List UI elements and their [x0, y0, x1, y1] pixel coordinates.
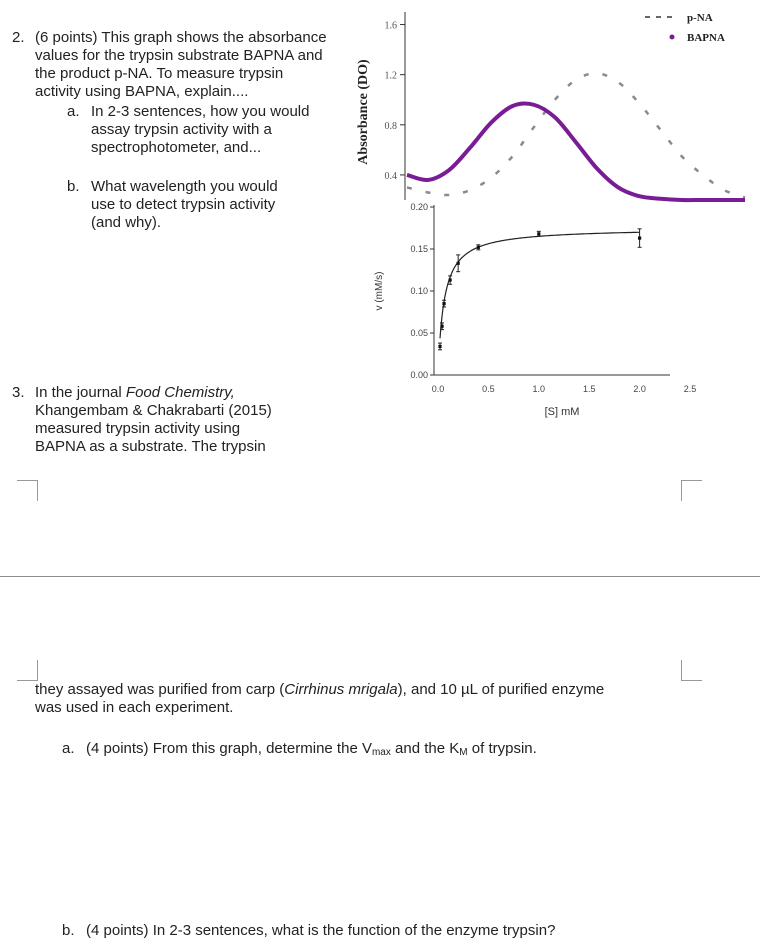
q3-number: 3.	[12, 384, 25, 401]
q3-intro-line-2: measured trypsin activity using	[35, 420, 241, 437]
mm-point-marker	[477, 246, 480, 249]
q2a-marker: a.	[67, 103, 80, 120]
mm-fit-curve	[440, 232, 640, 338]
q2-prompt-line-1: (6 points) This graph shows the absorbance	[35, 29, 327, 46]
mm-point-marker	[537, 232, 540, 235]
mm-x-tick-label: 1.5	[582, 384, 596, 394]
page-separator	[0, 576, 760, 577]
species-name: Cirrhinus mrigala	[284, 681, 398, 698]
mm-point-marker	[448, 278, 451, 281]
q2b-line-3: (and why).	[91, 214, 162, 231]
absorbance-y-tick-label: 1.6	[384, 20, 397, 32]
legend-bapna-swatch	[670, 35, 675, 40]
mm-point-marker	[442, 302, 445, 305]
q3-continued-text-2: ), and 10 µL of purified enzyme	[397, 681, 605, 698]
q2a-text	[91, 103, 331, 157]
mm-y-tick-label: 0.20	[410, 202, 428, 212]
q2-prompt-line-4: activity using BAPNA, explain....	[35, 83, 249, 100]
q2b-line-1: What wavelength you would	[91, 178, 278, 195]
absorbance-y-tick-label: 1.2	[384, 70, 397, 82]
q3b-text: (4 points) In 2-3 sentences, what is the function of the enzyme trypsin?	[86, 922, 556, 939]
mm-point-marker	[457, 262, 460, 265]
q3a-text: (4 points) From this graph, determine the $V_{max}$ and the $K_M$ of trypsin.	[86, 740, 537, 758]
absorbance-chart	[345, 0, 760, 210]
mm-data-point	[638, 229, 642, 247]
mm-data-point	[438, 343, 442, 350]
mm-y-tick-label: 0.00	[410, 370, 428, 380]
q3-intro-line-3: BAPNA as a substrate. The trypsin	[35, 438, 266, 455]
q3-intro-text: In the journal	[35, 384, 126, 401]
q3a-marker: a.	[62, 740, 75, 757]
mm-point-marker	[638, 236, 641, 239]
series-p-na-line	[407, 73, 745, 197]
q2-prompt-line-3: the product p-NA. To measure trypsin	[35, 65, 284, 82]
mm-data-point	[442, 300, 446, 307]
journal-name: Food Chemistry,	[125, 384, 235, 401]
q2-prompt-line-2: values for the trypsin substrate BAPNA and	[35, 47, 323, 64]
mm-data-point	[476, 245, 480, 250]
q2a-line-3: spectrophotometer, and...	[91, 139, 262, 156]
q3b-marker: b.	[62, 922, 75, 939]
legend-bapna-label: BAPNA	[687, 32, 725, 44]
crop-mark-bottom-right	[681, 660, 702, 681]
legend-pna-label: p-NA	[687, 12, 713, 24]
mm-point-marker	[438, 345, 441, 348]
crop-mark-bottom-left	[17, 660, 38, 681]
q2b-marker: b.	[67, 178, 80, 195]
mm-point-marker	[440, 325, 443, 328]
q3-continued-text: they assayed was purified from carp (	[35, 681, 285, 698]
mm-y-tick-label: 0.05	[410, 328, 428, 338]
q3-continued-line2: was used in each experiment.	[35, 699, 234, 716]
q2-prompt	[35, 29, 345, 101]
series-bapna-line	[407, 104, 745, 201]
mm-y-tick-label: 0.15	[410, 244, 428, 254]
q3-continued	[35, 681, 735, 717]
crop-mark-top-left	[17, 480, 38, 501]
mm-y-tick-label: 0.10	[410, 286, 428, 296]
absorbance-y-tick-label: 0.8	[384, 120, 397, 132]
michaelis-menten-chart	[360, 195, 720, 425]
q2b-text	[91, 178, 331, 232]
mm-x-tick-label: 0.5	[482, 384, 495, 394]
crop-mark-top-right	[681, 480, 702, 501]
mm-x-tick-label: 2.0	[633, 384, 646, 394]
mm-data-point	[456, 255, 460, 272]
q2b-line-2: use to detect trypsin activity	[91, 196, 276, 213]
mm-x-tick-label: 1.0	[532, 384, 546, 394]
q3-intro	[35, 384, 335, 456]
mm-x-label: [S] mM	[544, 406, 580, 418]
absorbance-y-tick-label: 0.4	[384, 170, 397, 182]
absorbance-y-label: Absorbance (DO)	[356, 59, 371, 165]
q2-number: 2.	[12, 29, 25, 46]
mm-y-label: v (mM/s)	[374, 271, 385, 311]
mm-x-tick-label: 2.5	[683, 384, 697, 394]
q3-intro-line-1: Khangembam & Chakrabarti (2015)	[35, 402, 272, 419]
q2a-line-1: In 2-3 sentences, how you would	[91, 103, 310, 120]
q2a-line-2: assay trypsin activity with a	[91, 121, 272, 138]
mm-x-tick-label: 0.0	[431, 384, 445, 394]
